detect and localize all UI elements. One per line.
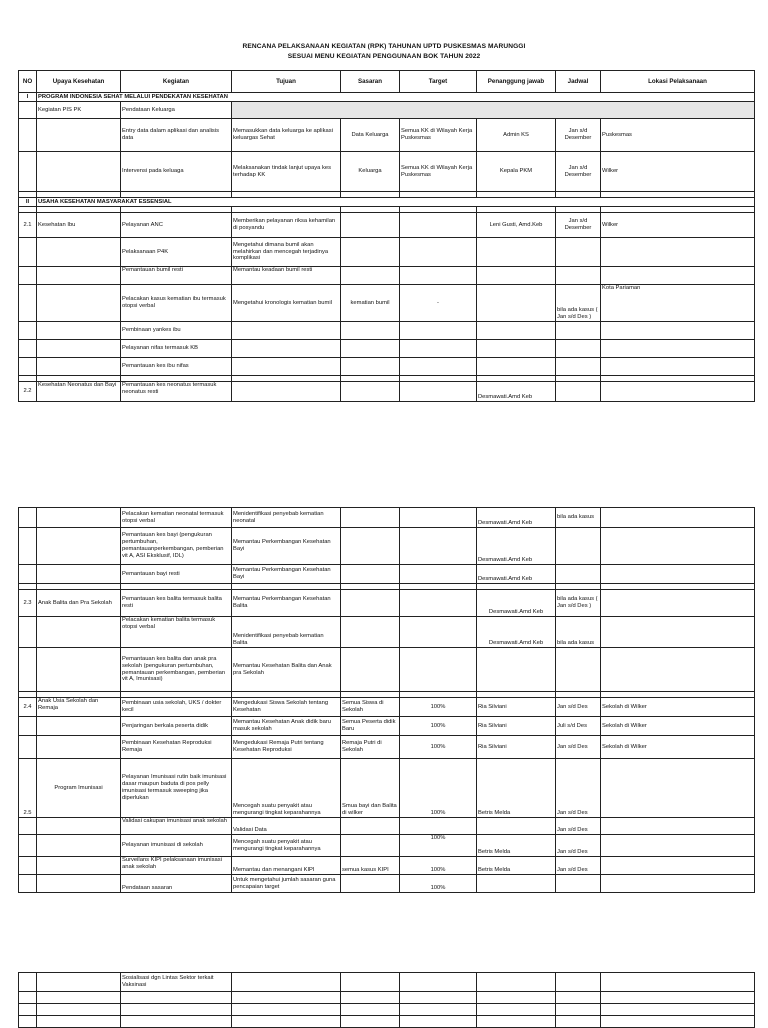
pj-cell: Kepala PKM [477,152,556,192]
sasaran-cell: Semua Peserta didik Baru [341,717,400,736]
table-row [19,267,755,285]
tujuan-cell: Memantau Perkembangan Kesehatan Balita [232,590,341,617]
table-row [19,528,755,565]
upaya-cell: Anak Balita dan Pra Sekolah [37,590,121,617]
table-row [19,759,755,818]
table-row [19,238,755,267]
col-target: Target [400,71,477,93]
jadwal-cell: Jan s/d Desember [556,119,601,152]
jadwal-cell: Jan s/d Des [556,857,601,875]
target-cell: 100% [400,835,477,857]
tujuan-cell: Menidentifikasi penyebab kematian neonatal [232,508,341,528]
col-kegiatan: Kegiatan [121,71,232,93]
table-row [19,648,755,692]
table-row [19,340,755,358]
kegiatan-cell: Pemantauan bumil resti [121,267,232,285]
tujuan-cell: Memantau keadaan bumil resti [232,267,341,285]
table-row [19,119,755,152]
tujuan-cell: Mengetahui kronologis kematian bumil [232,285,341,322]
kegiatan-cell: Pendataan sasaran [121,875,232,893]
kegiatan-cell: Pembinaan Kesehatan Reproduksi Remaja [121,736,232,759]
row-number: 2.4 [19,698,37,717]
pj-cell: Leni Gusti, Amd.Keb [477,213,556,238]
tujuan-cell: Mencegah suatu penyakit atau mengurangi tingkat keparahannya [232,759,341,818]
lokasi-cell: Wilker [601,152,755,192]
pj-cell: Betris Melda [477,835,556,857]
table-row [19,565,755,584]
pj-cell: Admin KS [477,119,556,152]
upaya-cell: Kesehatan Neonatus dan Bayi [37,382,121,402]
table-row [19,213,755,238]
table-row [19,717,755,736]
col-upaya: Upaya Kesehatan [37,71,121,93]
jadwal-cell: bila ada kasus [556,508,601,528]
tujuan-cell: Validasi Data [232,818,341,835]
pj-cell: Desmawati.Amd Keb [477,508,556,528]
lokasi-cell: Wilker [601,213,755,238]
pj-cell: Ria Silviani [477,698,556,717]
table-row [19,358,755,376]
pj-cell: Desmawati.Amd Keb [477,382,556,402]
section-row [19,198,755,207]
table-header-row [19,71,755,93]
target-cell: 100% [400,875,477,893]
sasaran-cell: Data Keluarga [341,119,400,152]
tujuan-cell: Memberikan pelayanan riksa kehamilan di posyandu [232,213,341,238]
rpk-table-page-3 [18,972,755,1028]
lokasi-cell: Sekolah di Wilker [601,717,755,736]
upaya-cell: Anak Usia Sekolah dan Remaja [37,698,121,717]
sasaran-cell: Smua bayi dan Balita di wilker [341,759,400,818]
rpk-table-page-1 [18,70,755,402]
kegiatan-cell: Surveilans KIPI pelaksanaan imunisasi anak sekolah [121,857,232,875]
table-row [19,818,755,835]
document-subtitle: SESUAI MENU KEGIATAN PENGGUNAAN BOK TAHUN 2022 [287,53,481,60]
kegiatan-cell: Pemantauan kes balita termasuk balita resti [121,590,232,617]
sasaran-cell: kematian bumil [341,285,400,322]
table-row [19,322,755,340]
jadwal-cell: Jan s/d Des [556,698,601,717]
table-row [19,698,755,717]
jadwal-cell: Jan s/d Desember [556,152,601,192]
kegiatan-cell: Pelacakan kasus kematian ibu termasuk otopsi verbal [121,285,232,322]
table-row [19,736,755,759]
tujuan-cell: Melaksanakan tindak lanjut upaya kes terhadap KK [232,152,341,192]
table-row [19,285,755,322]
tujuan-cell: Memantau Perkembangan Kesehatan Bayi [232,528,341,565]
upaya-cell: Program Imunisasi [37,759,121,818]
target-cell: 100% [400,857,477,875]
target-cell: 100% [400,759,477,818]
col-no: NO [19,71,37,93]
sasaran-cell: Keluarga [341,152,400,192]
col-tujuan: Tujuan [232,71,341,93]
table-row [19,973,755,992]
row-number: 2.1 [19,213,37,238]
rpk-table-page-2 [18,507,755,893]
upaya-cell: Kegiatan PIS PK [37,102,121,119]
pj-cell: Desmawati.Amd Keb [477,528,556,565]
lokasi-cell: Puskesmas [601,119,755,152]
table-row [19,835,755,857]
tujuan-cell: Memantau Kesehatan Balita dan Anak pra Sekolah [232,648,341,692]
kegiatan-cell: Pemantauan bayi resti [121,565,232,584]
sasaran-cell: Remaja Putri di Sekolah [341,736,400,759]
table-row [19,875,755,893]
tujuan-cell: Memasukkan data keluarga ke aplikasi keluargas Sehat [232,119,341,152]
jadwal-cell: bila ada kasus ( Jan s/d Des ) [556,590,601,617]
jadwal-cell: Jan s/d Des [556,835,601,857]
col-penanggung-jawab: Penanggung jawab [477,71,556,93]
tujuan-cell: Mencegah suatu penyakit atau mengurangi tingkat keparahannya [232,835,341,857]
target-cell: 100% [400,698,477,717]
jadwal-cell: bila ada kasus ( Jan s/d Des ) [556,285,601,322]
target-cell: - [400,285,477,322]
row-number: 2.2 [19,382,37,402]
section-title: USAHA KESEHATAN MASYARAKAT ESSENSIAL [37,198,755,207]
sasaran-cell: Semua Siswa di Sekolah [341,698,400,717]
kegiatan-cell: Penjaringan berkala peserta didik [121,717,232,736]
jadwal-cell: Jan s/d Des [556,818,601,835]
jadwal-cell: bila ada kasus [556,617,601,648]
target-cell: 100% [400,736,477,759]
kegiatan-cell: Pendataan Keluarga [121,102,232,119]
kegiatan-cell: Pelayanan Imunisasi rutin baik imunisasi dasar maupun baduta di pos pelly imunisasi termasuk sweeping jika diperlukan [121,759,232,818]
kegiatan-cell: Intervensi pada keluaga [121,152,232,192]
tujuan-cell: Memantau dan menangani KIPI [232,857,341,875]
tujuan-cell: Mengetahui dimana bumil akan melahirkan dan mencegah terjadinya komplikasi [232,238,341,267]
tujuan-cell: Mengedukasi Remaja Putri tentang Kesehatan Reproduksi [232,736,341,759]
kegiatan-cell: Pelaksanaan P4K [121,238,232,267]
target-cell: 100% [400,717,477,736]
kegiatan-cell: Pembinaan usia sekolah, UKS / dokter kecil [121,698,232,717]
kegiatan-cell: Pemantauan kes bayi (pengukuran pertumbuhan, pemantauanperkembangan, pemberian vit A, ASI Eksklusif, IDL) [121,528,232,565]
pj-cell: Betris Melda [477,759,556,818]
kegiatan-cell: Validasi cakupan imunisasi anak sekolah [121,818,232,835]
sasaran-cell: semua kasus KIPI [341,857,400,875]
kegiatan-cell: Pelayanan nifas termasuk KB [121,340,232,358]
tujuan-cell: Untuk mengetahui jumlah sasaran guna pencapaian target [232,875,341,893]
pj-cell: Betris Melda [477,857,556,875]
jadwal-cell: Jan s/d Desember [556,213,601,238]
table-row [19,508,755,528]
col-sasaran: Sasaran [341,71,400,93]
upaya-cell: Kesehatan Ibu [37,213,121,238]
pj-cell: Desmawati.Amd Keb [477,565,556,584]
row-number: 2.3 [19,590,37,617]
table-row [19,152,755,192]
lokasi-cell: Sekolah di Wilker [601,736,755,759]
kegiatan-cell: Pelacakan kematian neonatal termasuk otopsi verbal [121,508,232,528]
section-title: PROGRAM INDONESIA SEHAT MELALUI PENDEKATAN KESEHATAN [37,93,755,102]
col-jadwal: Jadwal [556,71,601,93]
lokasi-cell: Kota Pariaman [601,285,755,322]
col-lokasi: Lokasi Pelaksanaan [601,71,755,93]
kegiatan-cell: Pelacakan kematian balita termasuk otopsi verbal [121,617,232,648]
table-row [19,617,755,648]
tujuan-cell: Menidentifikasi penyebab kematian Balita [232,617,341,648]
table-row [19,102,755,119]
pj-cell: Desmawati.Amd Keb [477,590,556,617]
section-number: I [19,93,37,102]
jadwal-cell: Jan s/d Des [556,736,601,759]
tujuan-cell: Mengedukasi Siswa Sekolah tentang Kesehatan [232,698,341,717]
kegiatan-cell: Pelayanan imunisasi di sekolah [121,835,232,857]
kegiatan-cell: Pelayanan ANC [121,213,232,238]
pj-cell: Desmawati.Amd Keb [477,617,556,648]
kegiatan-cell: Sosialisasi dgn Lintas Sektor terkait Vaksinasi [121,973,232,992]
table-row [19,857,755,875]
section-row [19,93,755,102]
section-number: II [19,198,37,207]
kegiatan-cell: Pemantauan kes ibu nifas [121,358,232,376]
document-title: RENCANA PELAKSANAAN KEGIATAN (RPK) TAHUNAN UPTD PUSKESMAS MARUNGGI [242,43,526,50]
tujuan-cell: Memantau Perkembangan Kesehatan Bayi [232,565,341,584]
lokasi-cell: Sekolah di Wilker [601,698,755,717]
kegiatan-cell: Entry data dalam aplikasi dan analisis data [121,119,232,152]
kegiatan-cell: Pemantauan kes neonatus termasuk neonatus resti [121,382,232,402]
row-number: 2.5 [19,759,37,818]
table-row [19,590,755,617]
kegiatan-cell: Pembinaan yankes ibu [121,322,232,340]
jadwal-cell: Jan s/d Des [556,759,601,818]
jadwal-cell: Juli s/d Des [556,717,601,736]
pj-cell: Ria Silviani [477,736,556,759]
kegiatan-cell: Pemantauan kes balita dan anak pra sekolah (pengukuran pertumbuhan, pemantauan perkembangan, pemberian vit A, Imunisasi) [121,648,232,692]
target-cell: Semua KK di Wilayah Kerja Puskesmas [400,152,477,192]
table-row [19,382,755,402]
pj-cell: Ria Silviani [477,717,556,736]
tujuan-cell: Memantau Kesehatan Anak didik baru masuk sekolah [232,717,341,736]
target-cell: Semua KK di Wilayah Kerja Puskesmas [400,119,477,152]
